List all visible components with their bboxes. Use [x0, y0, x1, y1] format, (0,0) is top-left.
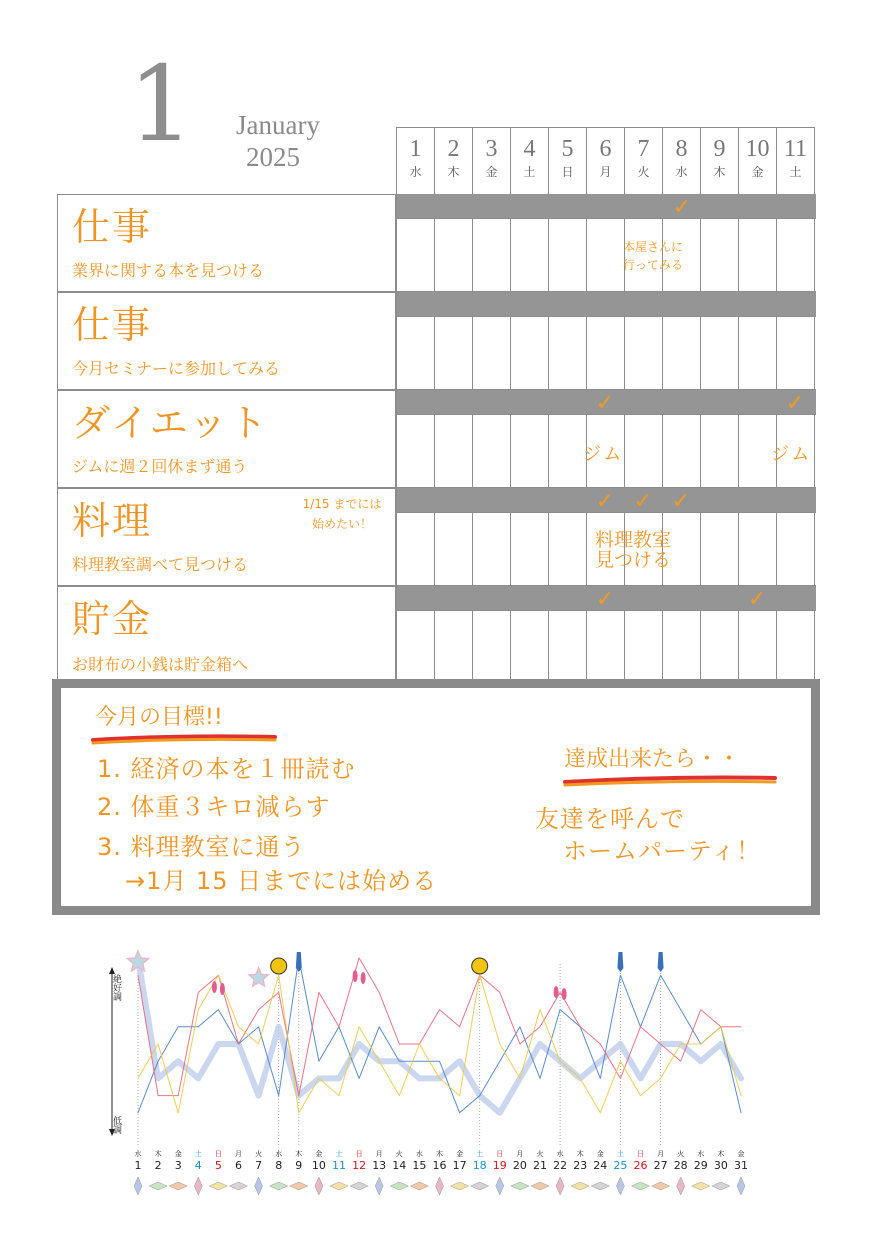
goal-title: 仕事 — [72, 205, 153, 249]
monthly-goal-item: 3. 料理教室に通う — [97, 833, 306, 861]
row-band — [397, 194, 816, 218]
chart-weekday-label: 火 — [677, 1150, 685, 1158]
chart-day-label: 16 — [432, 1159, 447, 1172]
check-mark: ✓ — [633, 489, 653, 514]
day-header-cell — [511, 127, 549, 194]
chart-weekday-label: 土 — [616, 1150, 624, 1158]
monthly-goals-box — [52, 679, 820, 915]
reward-line: ホームパーティ！ — [563, 837, 762, 865]
chart-day-label: 31 — [734, 1159, 748, 1172]
check-mark: ✓ — [595, 391, 615, 416]
chart-weekday-label: 火 — [395, 1150, 403, 1158]
weekday-label: 木 — [713, 165, 726, 179]
footprint-icon — [212, 981, 217, 993]
day-weather-marker — [375, 1177, 383, 1195]
goal-note-line: 1/15 までには — [302, 497, 382, 511]
day-number: 11 — [783, 136, 808, 162]
day-header-cell — [473, 127, 511, 194]
chart-weekday-label: 木 — [154, 1150, 162, 1158]
goal-row-work-1 — [57, 194, 397, 292]
day-weather-marker — [390, 1182, 408, 1190]
row-band — [397, 292, 816, 316]
chart-day-label: 2 — [154, 1159, 162, 1172]
day-weather-marker — [712, 1182, 730, 1190]
weekday-label: 火 — [637, 165, 650, 179]
day-number: 2 — [447, 136, 460, 162]
goal-subtitle: お財布の小銭は貯金箱へ — [72, 655, 249, 674]
day-weather-marker — [169, 1182, 187, 1190]
day-weather-marker — [632, 1182, 650, 1190]
memo-line: 本屋さんに — [623, 240, 684, 254]
chart-weekday-label: 月 — [375, 1150, 383, 1158]
chart-day-label: 17 — [452, 1159, 467, 1172]
day-number: 7 — [637, 136, 650, 162]
day-weather-marker — [531, 1182, 549, 1190]
check-mark: ✓ — [747, 587, 767, 612]
chart-day-label: 30 — [713, 1159, 728, 1172]
chart-weekday-label: 水 — [556, 1150, 564, 1158]
chart-day-label: 3 — [174, 1159, 182, 1172]
day-header-cell — [435, 127, 473, 194]
chart-weekday-label: 木 — [295, 1150, 303, 1158]
day-weather-marker — [315, 1177, 323, 1195]
day-weather-marker — [677, 1177, 685, 1195]
day-weather-marker — [270, 1182, 288, 1190]
day-header-cell — [549, 127, 587, 194]
chart-day-label: 7 — [255, 1159, 263, 1172]
chart-day-label: 21 — [533, 1159, 547, 1172]
chart-weekday-label: 金 — [456, 1150, 464, 1158]
reward-underline — [561, 774, 781, 788]
weekday-label: 木 — [447, 165, 460, 179]
y-bottom-label: 低調 — [111, 1116, 121, 1134]
goal-row-savings — [57, 586, 397, 680]
chart-weekday-label: 金 — [174, 1150, 182, 1158]
goal-title: 料理 — [72, 499, 153, 543]
chart-weekday-label: 火 — [536, 1150, 544, 1158]
chart-day-label: 5 — [214, 1159, 222, 1172]
tracker-grid — [396, 194, 815, 679]
chart-day-label: 10 — [311, 1159, 326, 1172]
chart-weekday-label: 月 — [235, 1150, 242, 1158]
day-weather-marker — [410, 1182, 428, 1190]
day-number: 1 — [409, 136, 422, 162]
chart-day-label: 22 — [553, 1159, 568, 1172]
monthly-goals-heading: 今月の目標!! — [95, 705, 223, 730]
row-line — [397, 218, 816, 219]
chart-day-label: 9 — [295, 1159, 303, 1172]
chart-day-label: 24 — [593, 1159, 608, 1172]
money-bag-icon — [271, 958, 287, 974]
day-weather-marker — [255, 1177, 263, 1195]
heading-underline — [89, 732, 279, 746]
memo-gym: ジム — [583, 444, 625, 465]
check-mark: ✓ — [595, 587, 615, 612]
chart-day-label: 19 — [492, 1159, 507, 1172]
chart-day-label: 23 — [573, 1159, 588, 1172]
chart-day-label: 15 — [412, 1159, 427, 1172]
check-mark: ✓ — [785, 391, 805, 416]
chart-weekday-label: 土 — [335, 1150, 343, 1158]
chart-day-label: 20 — [512, 1159, 527, 1172]
chart-day-label: 12 — [352, 1159, 367, 1172]
monthly-goal-item: 2. 体重３キロ減らす — [97, 793, 331, 821]
mood-axis — [109, 967, 122, 1136]
chart-weekday-label: 木 — [436, 1150, 443, 1158]
day-number: 5 — [561, 136, 574, 162]
star-icon — [249, 968, 268, 986]
chart-weekday-label: 木 — [717, 1150, 725, 1158]
check-mark: ✓ — [672, 195, 692, 220]
y-axis-arrow-up — [109, 967, 115, 974]
chart-day-label: 18 — [472, 1159, 487, 1172]
year: 2025 — [246, 142, 300, 172]
chart-weekday-label: 金 — [737, 1150, 745, 1158]
chart-weekday-label: 土 — [476, 1150, 484, 1158]
day-header-cell — [739, 127, 777, 194]
chart-weekday-label: 火 — [255, 1150, 263, 1158]
day-header-cell — [587, 127, 625, 194]
day-weather-marker — [451, 1182, 469, 1190]
day-header-cell — [625, 127, 663, 194]
goal-title: 仕事 — [72, 303, 153, 347]
day-weather-marker — [556, 1177, 564, 1195]
memo-line: 行ってみる — [623, 258, 684, 272]
y-top-label: 絶好調 — [111, 974, 121, 1001]
footprint-icon — [554, 986, 559, 998]
weekday-label: 金 — [751, 165, 764, 179]
day-number: 4 — [523, 136, 536, 162]
necktie-icon — [658, 952, 664, 972]
row-line — [397, 316, 816, 317]
memo-bookstore — [623, 238, 683, 274]
chart-weekday-label: 日 — [214, 1150, 222, 1158]
day-weather-marker — [591, 1182, 609, 1190]
goal-row-diet — [57, 390, 397, 488]
day-weather-marker — [209, 1182, 227, 1190]
chart-weekday-label: 金 — [315, 1150, 323, 1158]
month-number: 1 — [128, 43, 195, 165]
day-weather-marker — [350, 1182, 368, 1190]
goal-subtitle: 今月セミナーに参加してみる — [72, 359, 281, 378]
day-number: 3 — [485, 136, 498, 162]
weekday-label: 土 — [523, 165, 536, 179]
goal-row-work-2 — [57, 292, 397, 390]
memo-gym: ジム — [771, 444, 813, 465]
money-bag-icon — [472, 958, 488, 974]
check-mark: ✓ — [595, 489, 615, 514]
day-weather-marker — [330, 1182, 348, 1190]
day-header-cell — [663, 127, 701, 194]
footprint-icon — [562, 988, 567, 1000]
day-weather-marker — [436, 1177, 444, 1195]
weekday-label: 水 — [675, 165, 688, 179]
chart-day-label: 25 — [613, 1159, 628, 1172]
day-weather-marker — [571, 1182, 589, 1190]
goal-subtitle: ジムに週２回休まず通う — [72, 457, 248, 476]
weekday-label: 土 — [789, 165, 802, 179]
day-weather-marker — [230, 1182, 248, 1190]
day-header-cell — [397, 127, 435, 194]
goal-note — [287, 494, 397, 534]
chart-weekday-label: 水 — [275, 1150, 283, 1158]
chart-weekday-label: 日 — [496, 1150, 504, 1158]
day-weather-marker — [471, 1182, 489, 1190]
memo-cooking — [595, 530, 671, 570]
necktie-icon — [617, 952, 623, 972]
goal-note-line: 始めたい！ — [311, 517, 372, 531]
chart-day-label: 4 — [194, 1159, 202, 1172]
day-weather-marker — [652, 1182, 670, 1190]
chart-weekday-label: 金 — [596, 1150, 604, 1158]
goal-subtitle: 業界に関する本を見つける — [72, 261, 265, 280]
day-number: 9 — [713, 136, 726, 162]
weekday-label: 月 — [599, 165, 612, 179]
chart-weekday-label: 水 — [415, 1150, 423, 1158]
day-weather-marker — [737, 1177, 745, 1195]
day-weather-marker — [616, 1177, 624, 1195]
footprint-icon — [353, 970, 358, 982]
day-weather-marker — [149, 1182, 167, 1190]
day-weather-marker — [194, 1177, 202, 1195]
goal-title: ダイエット — [72, 401, 269, 445]
chart-day-label: 29 — [693, 1159, 708, 1172]
day-weather-marker — [511, 1182, 529, 1190]
chart-weekday-label: 木 — [576, 1150, 584, 1158]
mood-chart — [100, 940, 760, 1200]
footprint-icon — [361, 972, 366, 984]
reward-line: 友達を呼んで — [535, 805, 685, 833]
day-header-cell — [777, 127, 815, 194]
chart-day-label: 11 — [332, 1159, 346, 1172]
check-mark: ✓ — [671, 489, 691, 514]
day-number: 6 — [599, 136, 612, 162]
chart-weekday-label: 月 — [516, 1150, 524, 1158]
day-header-cell — [701, 127, 739, 194]
monthly-goal-sub-item: →1月 15 日までには始める — [125, 867, 438, 895]
weekday-label: 金 — [485, 165, 498, 179]
day-number: 8 — [675, 136, 688, 162]
chart-day-label: 28 — [673, 1159, 688, 1172]
chart-weekday-label: 日 — [355, 1150, 363, 1158]
monthly-goal-item: 1. 経済の本を１冊読む — [97, 755, 356, 783]
weekday-label: 水 — [409, 165, 422, 179]
day-number: 10 — [745, 136, 770, 162]
chart-weekday-label: 水 — [134, 1150, 142, 1158]
chart-weekday-label: 水 — [697, 1150, 705, 1158]
goal-title: 貯金 — [72, 597, 153, 641]
memo-line: 見つける — [595, 549, 672, 571]
weekday-label: 日 — [561, 165, 574, 179]
chart-day-label: 27 — [653, 1159, 668, 1172]
reward-heading: 達成出来たら・・ — [564, 747, 741, 772]
chart-day-label: 6 — [235, 1159, 242, 1172]
goal-subtitle: 料理教室調べて見つける — [72, 555, 249, 574]
day-weather-marker — [134, 1177, 142, 1195]
chart-weekday-label: 土 — [194, 1150, 202, 1158]
chart-day-label: 13 — [372, 1159, 387, 1172]
footprint-icon — [220, 983, 225, 995]
chart-weekday-label: 日 — [637, 1150, 644, 1158]
month-name: January — [236, 110, 320, 140]
day-weather-marker — [290, 1182, 308, 1190]
necktie-icon — [296, 952, 302, 972]
day-weather-marker — [496, 1177, 504, 1195]
chart-day-label: 14 — [392, 1159, 407, 1172]
chart-day-label: 1 — [134, 1159, 142, 1172]
chart-day-label: 26 — [633, 1159, 648, 1172]
chart-weekday-label: 月 — [657, 1150, 665, 1158]
day-weather-marker — [692, 1182, 710, 1190]
chart-day-label: 8 — [275, 1159, 283, 1172]
memo-line: 料理教室 — [595, 529, 672, 551]
